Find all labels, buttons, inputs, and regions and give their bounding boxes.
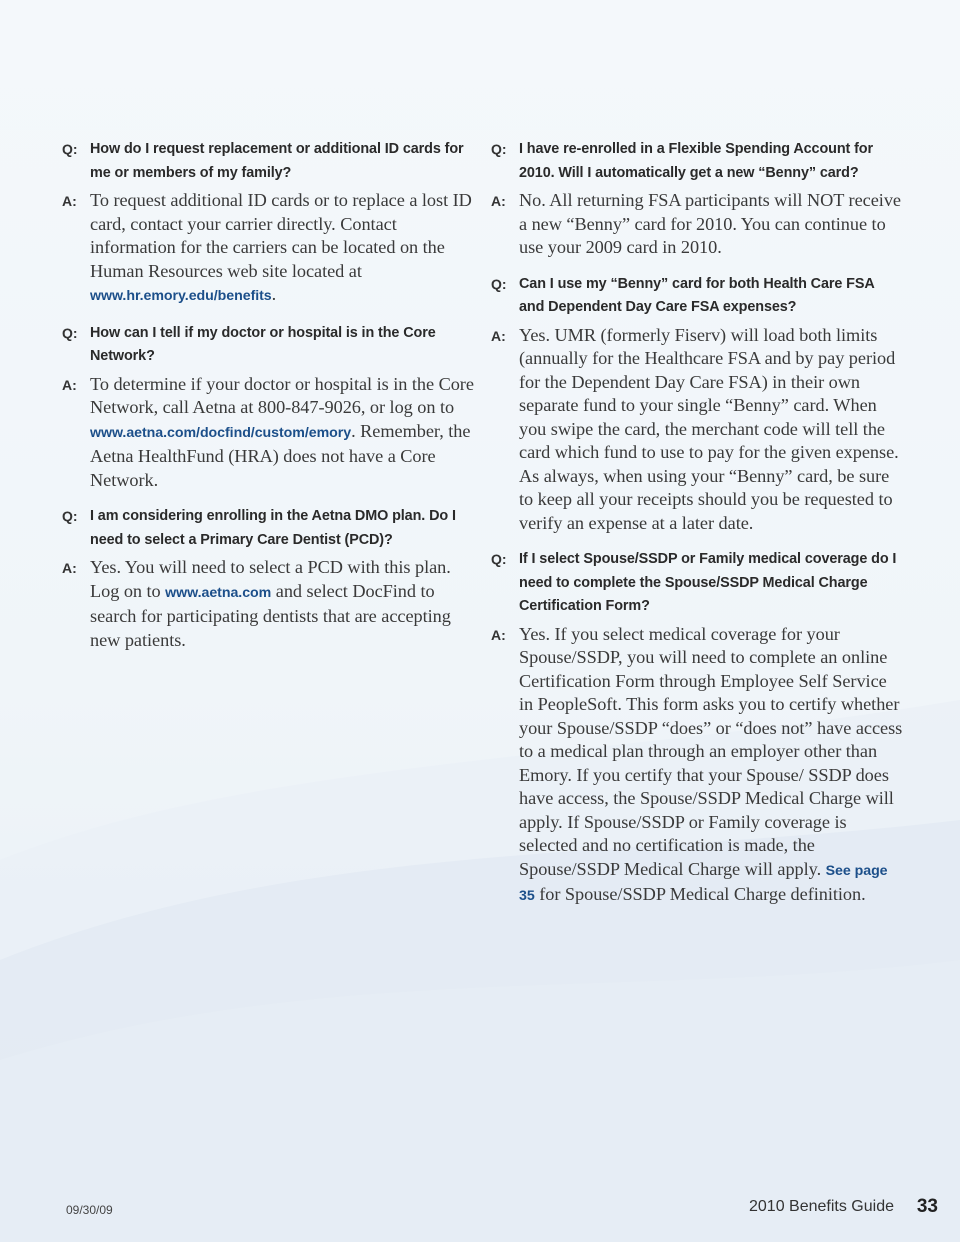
footer-guide-title: 2010 Benefits Guide xyxy=(749,1198,894,1215)
answer-text-part: . Remember, the Aetna HealthFund (HRA) does not have a Core Network. xyxy=(90,420,471,490)
aetna-docfind-link[interactable]: www.aetna.com/docfind/custom/emory xyxy=(90,424,352,441)
answer-text-part: and select DocFind to search for participating dentists that are accepting new patients. xyxy=(90,580,451,650)
see-page-35-link[interactable]: See page 35 xyxy=(519,862,888,904)
a-label: A: xyxy=(62,193,77,209)
a-label: A: xyxy=(62,376,77,393)
answer-3 xyxy=(62,556,474,652)
question-text: I am considering enrolling in the Aetna DMO plan. Do I need to select a Primary Care Dentist (PCD)? xyxy=(90,508,456,548)
a-label: A: xyxy=(62,560,77,576)
answer-text-part: Yes. You will need to select a PCD with this plan. Log on to xyxy=(90,557,451,601)
q-label: Q: xyxy=(491,141,507,157)
answer-2 xyxy=(62,373,474,493)
question-text: How do I request replacement or additional ID cards for me or members of my family? xyxy=(90,141,464,181)
q-label: Q: xyxy=(62,324,78,341)
answer-text-part: . xyxy=(271,284,277,304)
question-text: Can I use my “Benny” card for both Health Care FSA and Dependent Day Care FSA expenses? xyxy=(519,275,875,315)
answer-text-part: for Spouse/SSDP Medical Charge definition. xyxy=(534,884,866,904)
question-6 xyxy=(491,548,903,619)
answer-text-part: To request additional ID cards or to replace a lost ID card, contact your carrier directly. Contact information for the carriers can be located on the Human Resources web site located at xyxy=(90,190,472,281)
answer-text: No. All returning FSA participants will NOT receive a new “Benny” card for 2010. You can continue to use your 2009 card in 2010. xyxy=(519,190,901,257)
a-label: A: xyxy=(491,626,506,643)
footer-date: 09/30/09 xyxy=(66,1203,113,1217)
a-label: A: xyxy=(491,193,506,209)
question-5 xyxy=(491,273,903,320)
aetna-link[interactable]: www.aetna.com xyxy=(165,584,272,601)
page-number: 33 xyxy=(916,1196,938,1217)
left-column xyxy=(62,138,474,665)
question-text: If I select Spouse/SSDP or Family medical coverage do I need to complete the Spouse/SSDP Medical Charge Certification Form? xyxy=(519,551,897,614)
q-label: Q: xyxy=(62,141,78,157)
question-4 xyxy=(491,138,903,185)
q-label: Q: xyxy=(491,275,507,292)
q-label: Q: xyxy=(62,508,78,524)
answer-text xyxy=(90,373,474,493)
answer-4 xyxy=(491,189,903,260)
hr-benefits-link[interactable]: www.hr.emory.edu/benefits xyxy=(90,288,272,304)
q-label: Q: xyxy=(491,551,507,567)
a-label: A: xyxy=(491,327,506,344)
answer-5 xyxy=(491,324,903,536)
question-text: How can I tell if my doctor or hospital is in the Core Network? xyxy=(90,324,436,364)
answer-1 xyxy=(62,189,474,309)
question-2 xyxy=(62,322,474,369)
question-1 xyxy=(62,138,474,185)
answer-6 xyxy=(491,623,903,909)
answer-text-part: Yes. If you select medical coverage for your Spouse/SSDP, you will need to complete an online Certification Form through Employee Self Service in PeopleSoft. This form asks you to certify whether your Spouse/SSDP “does” or “does not” have access to a medical plan through an employer other than Emory. If you certify that your Spouse/ SSDP does have access, the Spouse/SSDP Medical Charge will apply. If Spouse/SSDP or Family coverage is selected and no certification is made, the Spouse/SSDP Medical Charge will apply. xyxy=(519,623,903,879)
answer-text xyxy=(90,189,474,309)
answer-text xyxy=(90,556,474,652)
right-column xyxy=(491,138,903,922)
question-text: I have re-enrolled in a Flexible Spending Account for 2010. Will I automatically get a new “Benny” card? xyxy=(519,141,873,181)
answer-text xyxy=(519,623,903,909)
question-3 xyxy=(62,505,474,552)
answer-text-part: To determine if your doctor or hospital is in the Core Network, call Aetna at 800-847-9026, or log on to xyxy=(90,373,474,417)
answer-text: Yes. UMR (formerly Fiserv) will load both limits (annually for the Healthcare FSA and by pay period for the Dependent Day Care FSA) in their own separate fund to your single “Benny” card. When you swipe the card, the merchant code will tell the card which fund to use to pay for the given expense. As always, when using your “Benny” card, be sure to keep all your receipts should you be requested to verify an expense at a later date. xyxy=(519,324,899,533)
